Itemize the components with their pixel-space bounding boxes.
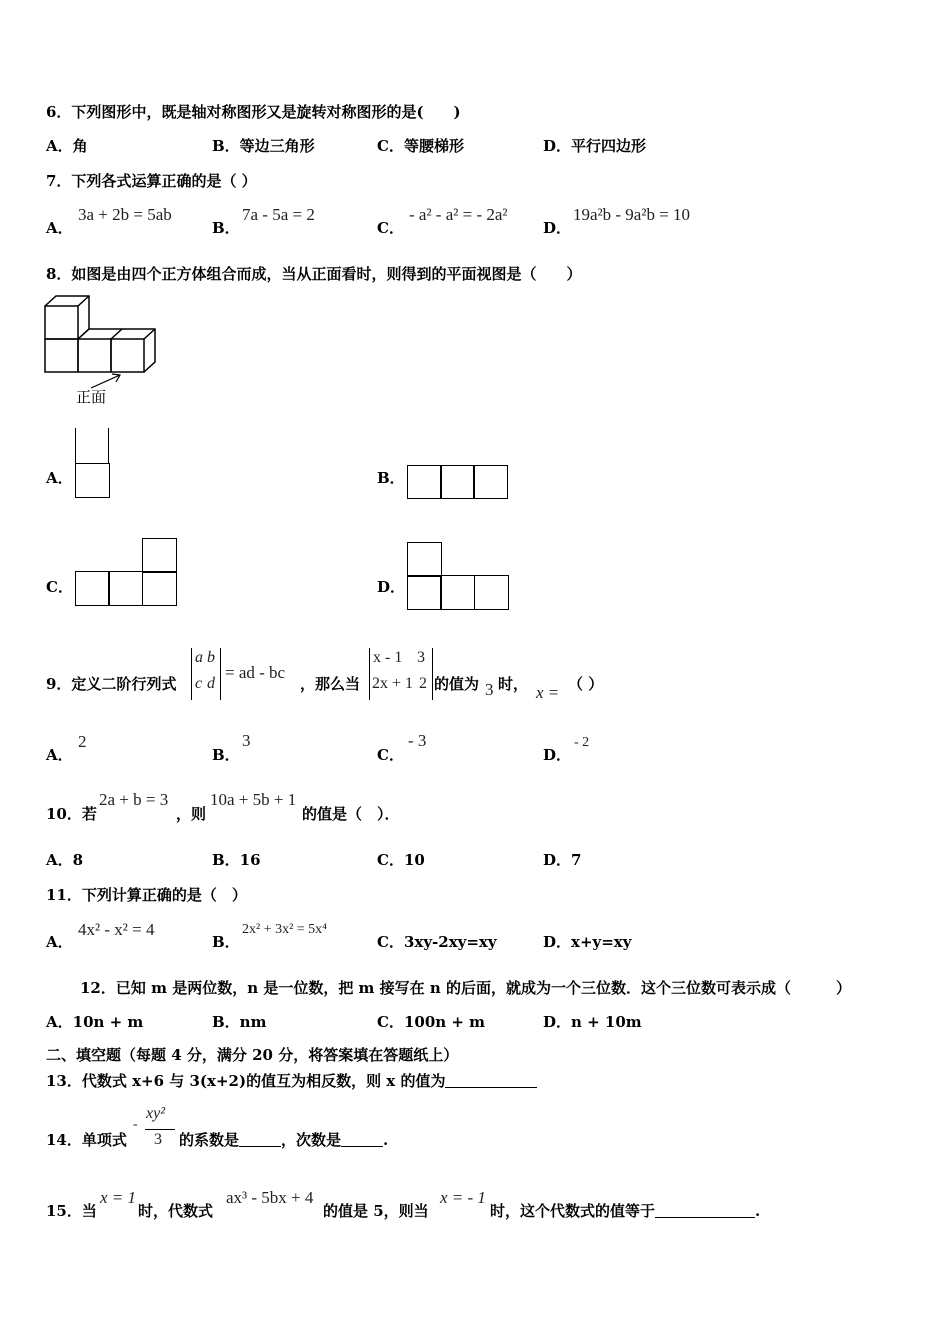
- q10-expr: 10a + 5b + 1: [210, 790, 297, 809]
- q9-label-d: D．: [543, 746, 572, 764]
- det1-d: d: [207, 675, 215, 692]
- q13-text: 13．代数式 x+6 与 3(x+2)的值互为相反数，则 x 的值为: [46, 1072, 446, 1090]
- q15-end: .: [755, 1202, 761, 1220]
- q11-expr-b: 2x² + 3x² = 5x⁴: [242, 922, 328, 937]
- q6-option-a: A．角: [46, 137, 88, 155]
- q12-option-a: A．10n + m: [46, 1013, 144, 1031]
- q6-option-b: B．等边三角形: [212, 137, 315, 155]
- q9-answer-a: 2: [78, 732, 87, 751]
- q7-expr-a: 3a + 2b = 5ab: [78, 205, 172, 224]
- q7-label-d: D．: [543, 219, 572, 237]
- q14-numerator: xy²: [146, 1105, 165, 1122]
- q15-prefix: 15．当: [46, 1202, 97, 1220]
- q8-label-b: B．: [377, 469, 405, 487]
- det2-c: 2x + 1: [372, 675, 414, 692]
- section-heading: 二、填空题（每题 4 分，满分 20 分，将答案填在答题纸上）: [46, 1046, 459, 1064]
- q9-label-a: A．: [46, 746, 73, 764]
- q7-stem: 7．下列各式运算正确的是（ ）: [46, 172, 257, 190]
- q7-label-b: B．: [212, 219, 240, 237]
- q11-option-c: C．3xy-2xy=xy: [377, 933, 497, 951]
- q14-fraction: [143, 1105, 175, 1155]
- q9-answer-c: - 3: [408, 731, 427, 750]
- q6-option-c: C．等腰梯形: [377, 137, 464, 155]
- q9-def-expr: = ad - bc: [225, 663, 286, 682]
- q9-stem-start: 9．定义二阶行列式: [46, 675, 177, 693]
- q11-expr-a: 4x² - x² = 4: [78, 920, 155, 939]
- q9-x-eq: x =: [536, 683, 560, 702]
- q14-sign: -: [133, 1117, 138, 1132]
- det1-c: c: [195, 675, 203, 692]
- q10-option-a: A．8: [46, 851, 84, 869]
- q13-line: [46, 1071, 537, 1091]
- q7-expr-d: 19a²b - 9a²b = 10: [573, 205, 691, 224]
- q9-mid: ，那么当: [300, 675, 361, 693]
- q12-stem: 12．已知 m 是两位数，n 是一位数，把 m 接写在 n 的后面，就成为一个三位数．这个三位数可表示成（ ）: [80, 979, 851, 997]
- q8-label-c: C．: [46, 578, 73, 596]
- det2-b: 3: [417, 649, 425, 666]
- q11-label-a: A．: [46, 933, 73, 951]
- q11-option-d: D．x+y=xy: [543, 933, 632, 951]
- q8-stem: 8．如图是由四个正方体组合而成，当从正面看时，则得到的平面视图是（ ）: [46, 265, 582, 283]
- q15-t3: 时，这个代数式的值等于: [490, 1202, 656, 1220]
- q9-value: 3: [485, 680, 494, 699]
- q8-label-d: D．: [377, 578, 406, 596]
- q7-expr-c: - a² - a² = - 2a²: [409, 205, 508, 224]
- q10-option-c: C．10: [377, 851, 425, 869]
- q9-paren: （ ）: [568, 675, 604, 693]
- det2-d: 2: [419, 675, 427, 692]
- q11-label-b: B．: [212, 933, 240, 951]
- q10-then: ，则: [176, 805, 207, 823]
- q9-when: 时，: [498, 675, 529, 693]
- cube-figure: [42, 292, 162, 374]
- q6-option-d: D．平行四边形: [543, 137, 647, 155]
- q11-stem: 11．下列计算正确的是（ ）: [46, 886, 247, 904]
- q14-rest: [179, 1130, 388, 1150]
- q7-label-a: A．: [46, 219, 73, 237]
- q14-prefix: 14．单项式: [46, 1131, 127, 1149]
- q9-label-b: B．: [212, 746, 240, 764]
- q10-option-b: B．16: [212, 851, 261, 869]
- determinant-definition: [191, 648, 221, 700]
- q10-cond: 2a + b = 3: [99, 790, 169, 809]
- q7-label-c: C．: [377, 219, 404, 237]
- q14-mid: 的系数是: [179, 1131, 240, 1149]
- q12-option-c: C．100n + m: [377, 1013, 486, 1031]
- det2-a: x - 1: [373, 649, 403, 666]
- q10-prefix: 10．若: [46, 805, 97, 823]
- q15-cond2: x = - 1: [440, 1188, 486, 1207]
- q9-label-c: C．: [377, 746, 404, 764]
- q15-cond1: x = 1: [100, 1188, 137, 1207]
- q14-mid2: ，次数是: [281, 1131, 342, 1149]
- q15-rest: [490, 1201, 760, 1221]
- q9-answer-d: - 2: [574, 735, 590, 750]
- front-label: 正面: [76, 388, 107, 406]
- q14-denominator: 3: [154, 1131, 162, 1148]
- q10-option-d: D．7: [543, 851, 582, 869]
- q15-expr: ax³ - 5bx + 4: [226, 1188, 314, 1207]
- q9-answer-b: 3: [242, 731, 251, 750]
- q15-t1: 时，代数式: [138, 1202, 214, 1220]
- q13-answer-blank[interactable]: [445, 1072, 537, 1088]
- q6-stem: 6．下列图形中，既是轴对称图形又是旋转对称图形的是( ): [46, 103, 461, 121]
- q12-option-d: D．n + 10m: [543, 1013, 642, 1031]
- q10-suffix: 的值是（ ）．: [302, 805, 400, 823]
- q15-answer-blank[interactable]: [655, 1202, 755, 1218]
- q8-label-a: A．: [46, 469, 73, 487]
- q9-value-text: 的值为: [434, 675, 480, 693]
- q7-expr-b: 7a - 5a = 2: [242, 205, 315, 224]
- q14-end: .: [383, 1131, 389, 1149]
- det1-a: a: [195, 649, 203, 666]
- q14-coefficient-blank[interactable]: [239, 1131, 281, 1147]
- q14-degree-blank[interactable]: [341, 1131, 383, 1147]
- q12-option-b: B．nm: [212, 1013, 267, 1031]
- det1-b: b: [207, 649, 215, 666]
- q15-t2: 的值是 5，则当: [323, 1202, 429, 1220]
- determinant-question: [369, 648, 433, 700]
